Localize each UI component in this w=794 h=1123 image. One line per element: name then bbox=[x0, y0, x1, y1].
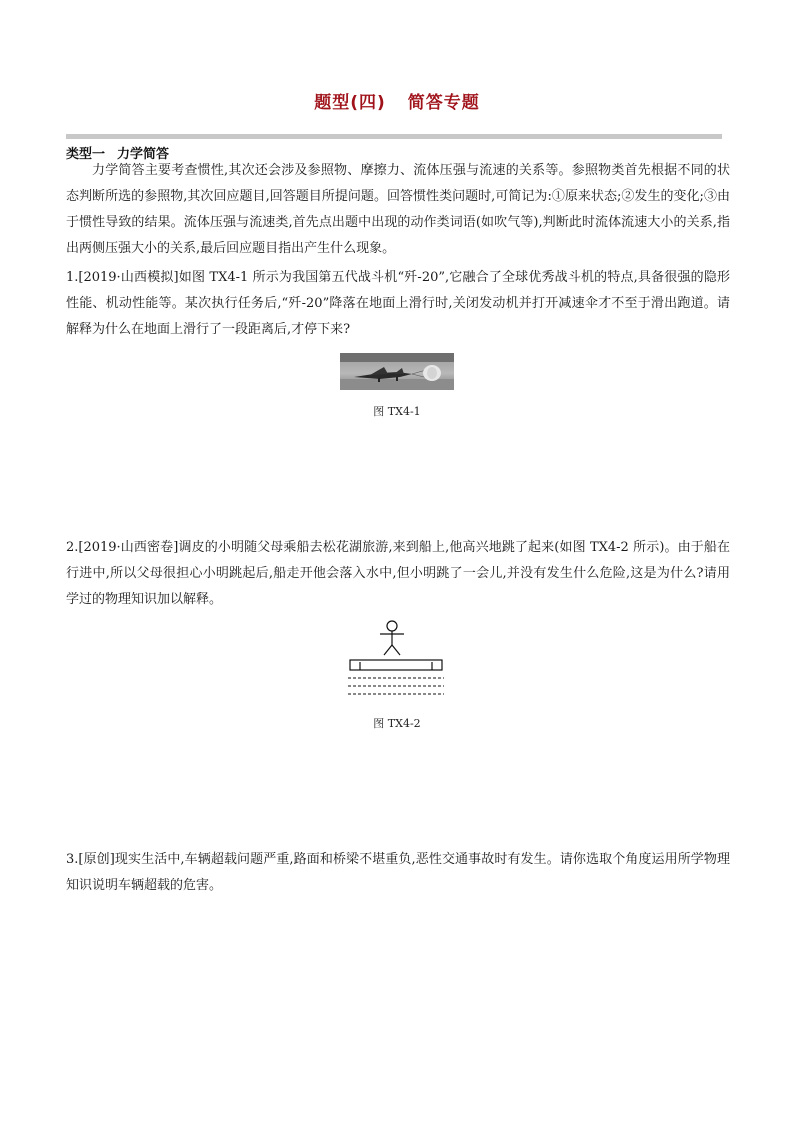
boy-jumping-on-boat-diagram bbox=[346, 618, 446, 710]
section-intro: 力学简答主要考查惯性,其次还会涉及参照物、摩擦力、流体压强与流速的关系等。参照物类首先根据不同的状态判断所选的参照物,其次回应题目,回答题目所提问题。回答惯性类问题时,可简记为:①原来状态;②发生的变化;③由于惯性导致的结果。流体压强与流速类,首先点出题中出现的动作类词语(如吹气等),判断此时流体流速大小的关系,指出两侧压强大小的关系,最后回应题目指出产生什么现象。 bbox=[66, 163, 730, 256]
page-title bbox=[0, 88, 794, 113]
section-name: 力学简答 bbox=[117, 147, 170, 162]
title-divider bbox=[66, 134, 722, 139]
figure-2-caption: 图 TX4-2 bbox=[373, 717, 421, 730]
fighter-jet-photo bbox=[340, 353, 454, 390]
page-title-part2: 简答专题 bbox=[407, 93, 480, 113]
section-label: 类型一 bbox=[66, 147, 106, 162]
question-1: 1.[2019·山西模拟]如图 TX4-1 所示为我国第五代战斗机“歼-20”,它融合了全球优秀战斗机的特点,具备很强的隐形性能、机动性能等。某次执行任务后,“歼-20”降落在地面上滑行时,关闭发动机并打开减速伞才不至于滑出跑道。请解释为什么在地面上滑行了一段距离后,才停下来? bbox=[66, 270, 730, 337]
page-title-part1: 题型(四) bbox=[314, 93, 386, 113]
figure-1-caption: 图 TX4-1 bbox=[373, 405, 421, 418]
question-2: 2.[2019·山西密卷]调皮的小明随父母乘船去松花湖旅游,来到船上,他高兴地跳了起来(如图 TX4-2 所示)。由于船在行进中,所以父母很担心小明跳起后,船走开他会落入水中,但小明跳了一会儿,并没有发生什么危险,这是为什么?请用学过的物理知识加以解释。 bbox=[66, 540, 730, 607]
question-3: 3.[原创]现实生活中,车辆超载问题严重,路面和桥梁不堪重负,恶性交通事故时有发生。请你选取个角度运用所学物理知识说明车辆超载的危害。 bbox=[66, 852, 730, 893]
